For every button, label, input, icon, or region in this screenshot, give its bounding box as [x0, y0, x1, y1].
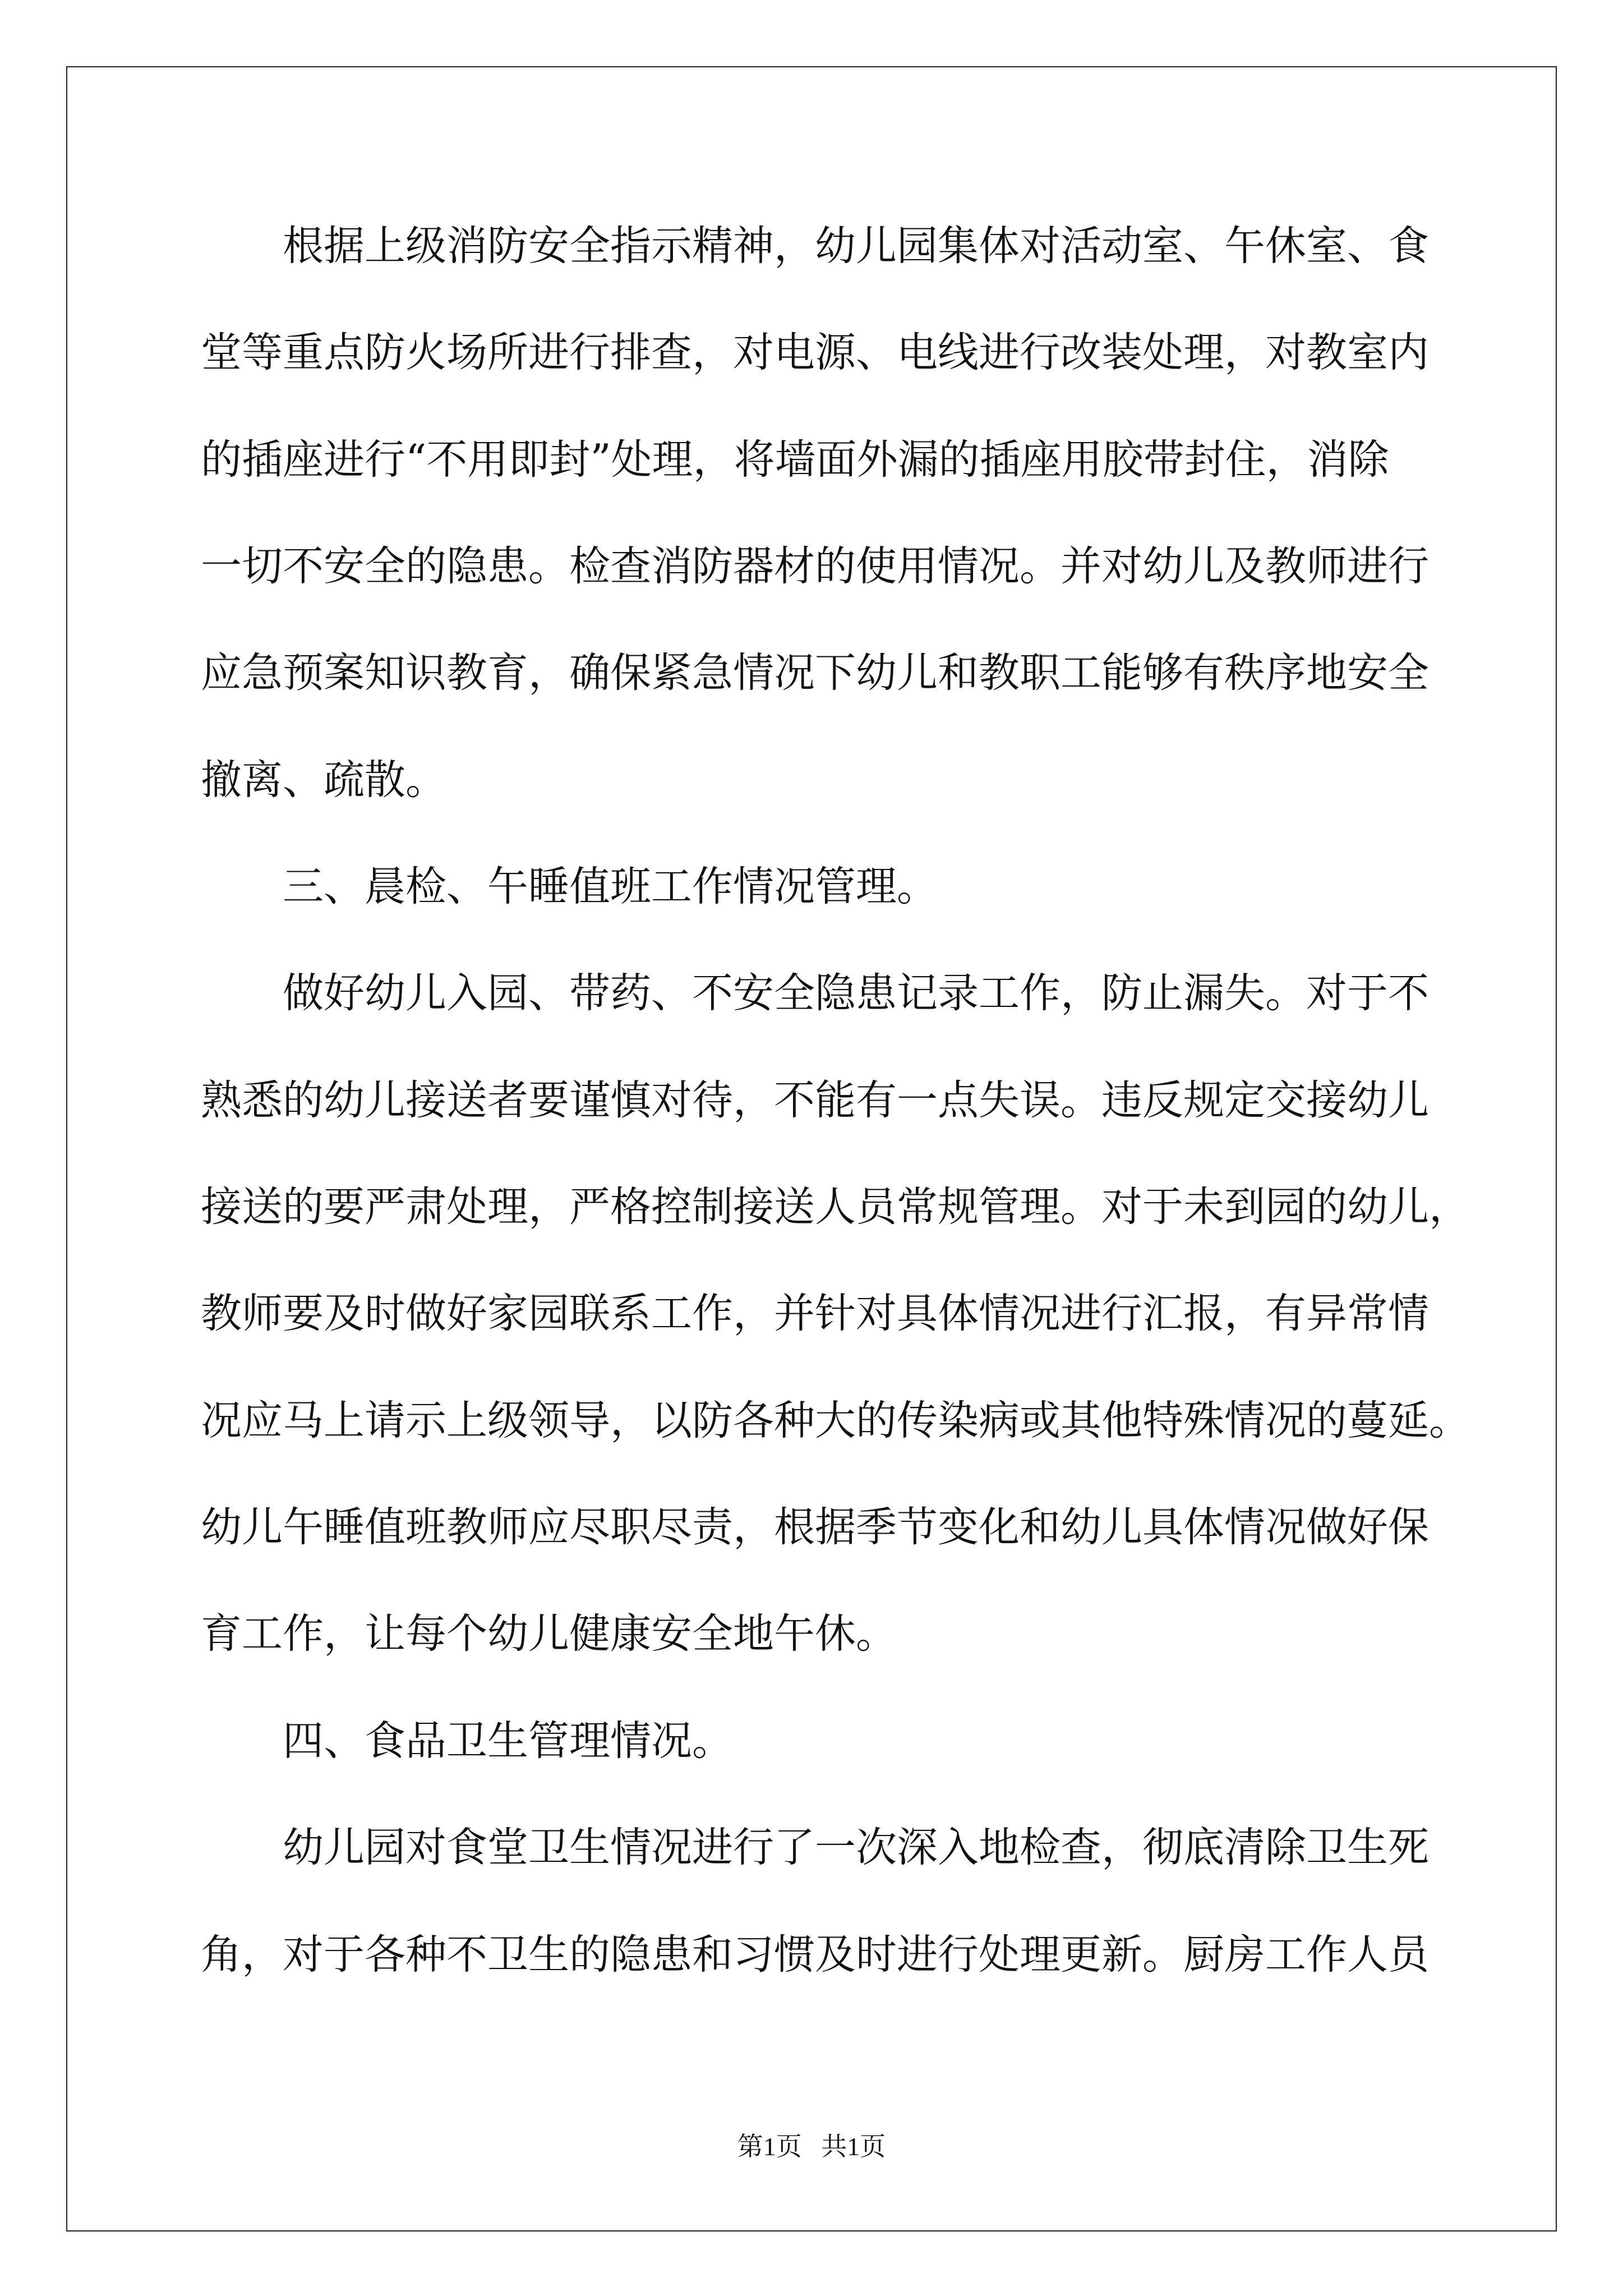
paragraph-line: 幼儿午睡值班教师应尽职尽责，根据季节变化和幼儿具体情况做好保 [201, 1503, 1429, 1552]
paragraph-line: 熟悉的幼儿接送者要谨慎对待，不能有一点失误。违反规定交接幼儿 [201, 1076, 1429, 1124]
paragraph-line: 接送的要严肃处理，严格控制接送人员常规管理。对于未到园的幼儿， [201, 1183, 1470, 1231]
document-body [201, 193, 1491, 2008]
paragraph-line: 育工作，让每个幼儿健康安全地午休。 [201, 1610, 897, 1658]
paragraph-line: 角，对于各种不卫生的隐患和习惯及时进行处理更新。厨房工作人员 [201, 1930, 1429, 1978]
paragraph-line: 堂等重点防火场所进行排查，对电源、电线进行改装处理，对教室内 [201, 329, 1429, 377]
section-heading: 四、食品卫生管理情况。 [283, 1717, 733, 1765]
page-footer: 第1页 共1页 [737, 2132, 886, 2161]
paragraph-line: 的插座进行“不用即封”处理，将墙面外漏的插座用胶带封住，消除 [201, 435, 1389, 484]
paragraph-line: 幼儿园对食堂卫生情况进行了一次深入地检查，彻底清除卫生死 [283, 1824, 1429, 1872]
paragraph-line: 教师要及时做好家园联系工作，并针对具体情况进行汇报，有异常情 [201, 1290, 1429, 1338]
section-heading: 三、晨检、午睡值班工作情况管理。 [283, 863, 938, 911]
paragraph-line: 应急预案知识教育，确保紧急情况下幼儿和教职工能够有秩序地安全 [201, 649, 1429, 697]
paragraph-line: 况应马上请示上级领导，以防各种大的传染病或其他特殊情况的蔓延。 [201, 1396, 1470, 1444]
paragraph-line: 撤离、疏散。 [201, 756, 446, 804]
paragraph-line: 一切不安全的隐患。检查消防器材的使用情况。并对幼儿及教师进行 [201, 542, 1429, 591]
paragraph-line: 做好幼儿入园、带药、不安全隐患记录工作，防止漏失。对于不 [283, 969, 1429, 1018]
paragraph-line: 根据上级消防安全指示精神，幼儿园集体对活动室、午休室、食 [283, 222, 1429, 270]
